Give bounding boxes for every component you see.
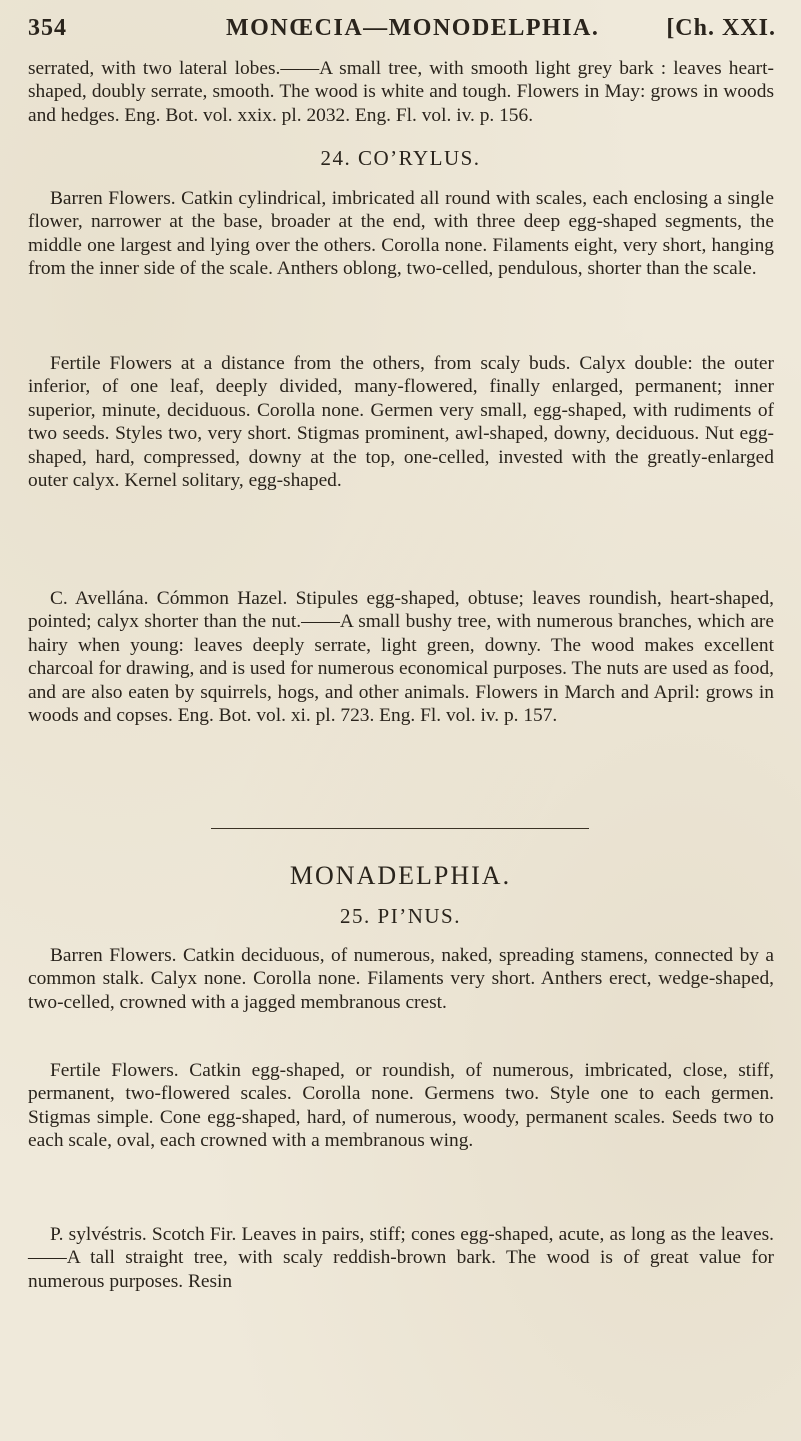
paragraph-alnus-continuation: serrated, with two lateral lobes.——A small tree, with smooth light grey bark : leaves heart-shaped, doubly serrate, smooth. The wood is white and tough. Flowers in May: grows in woods and hedges. Eng. Bot. vol. xxix. pl. 2032. Eng. Fl. vol. iv. p. 156. xyxy=(28,58,774,126)
paragraph-pinus-fertile-flowers: Fertile Flowers. Catkin egg-shaped, or roundish, of numerous, imbricated, close, stiff, permanent, two-flowered scales. Corolla none. Germens two. Style one to each germen. Stigmas simple. Cone egg-shaped, hard, of numerous, woody, permanent scales. Seeds two to each scale, oval, each crowned with a membranous wing. xyxy=(28,1060,774,1152)
paragraph-corylus-barren-flowers: Barren Flowers. Catkin cylindrical, imbricated all round with scales, each enclosing a single flower, narrower at the base, broader at the end, with three deep egg-shaped segments, the middle one largest and lying over the others. Corolla none. Filaments eight, very short, hanging from the inner side of the scale. Anthers oblong, two-celled, pendulous, shorter than the scale. xyxy=(28,188,774,280)
genus-heading-pinus: 25. PI’NUS. xyxy=(340,904,461,928)
paragraph-pinus-sylvestris: P. sylvéstris. Scotch Fir. Leaves in pairs, stiff; cones egg-shaped, acute, as long as the leaves.——A tall straight tree, with scaly reddish-brown bark. The wood is of great value for numerous purposes. Resin xyxy=(28,1224,774,1292)
page-header xyxy=(28,15,776,47)
section-heading-monadelphia: MONADELPHIA. xyxy=(289,861,512,890)
chapter-label: [Ch. XXI. xyxy=(666,15,776,41)
page-number: 354 xyxy=(28,15,67,41)
paragraph-corylus-fertile-flowers: Fertile Flowers at a distance from the others, from scaly buds. Calyx double: the outer inferior, of one leaf, deeply divided, many-flowered, finally enlarged, permanent; inner superior, minute, deciduous. Corolla none. Germen very small, egg-shaped, with rudiments of two seeds. Styles two, very short. Stigmas prominent, awl-shaped, downy, deciduous. Nut egg-shaped, hard, compressed, downy at the top, one-celled, invested with the greatly-enlarged outer calyx. Kernel solitary, egg-shaped. xyxy=(28,353,774,492)
running-title: MONŒCIA—MONODELPHIA. xyxy=(226,15,600,41)
paragraph-corylus-avellana: C. Avellána. Cómmon Hazel. Stipules egg-shaped, obtuse; leaves roundish, heart-shaped, pointed; calyx shorter than the nut.——A small bushy tree, with numerous branches, which are hairy when young: leaves deeply serrate, light green, downy. The wood makes excellent charcoal for drawing, and is used for numerous economical purposes. The nuts are used as food, and are also eaten by squirrels, hogs, and other animals. Flowers in March and April: grows in woods and copses. Eng. Bot. vol. xi. pl. 723. Eng. Fl. vol. iv. p. 157. xyxy=(28,588,774,727)
paragraph-pinus-barren-flowers: Barren Flowers. Catkin deciduous, of numerous, naked, spreading stamens, connected by a common stalk. Calyx none. Corolla none. Filaments very short. Anthers erect, wedge-shaped, two-celled, crowned with a jagged membranous crest. xyxy=(28,945,774,1013)
section-divider xyxy=(211,828,589,829)
genus-heading-corylus: 24. CO’RYLUS. xyxy=(320,146,481,170)
